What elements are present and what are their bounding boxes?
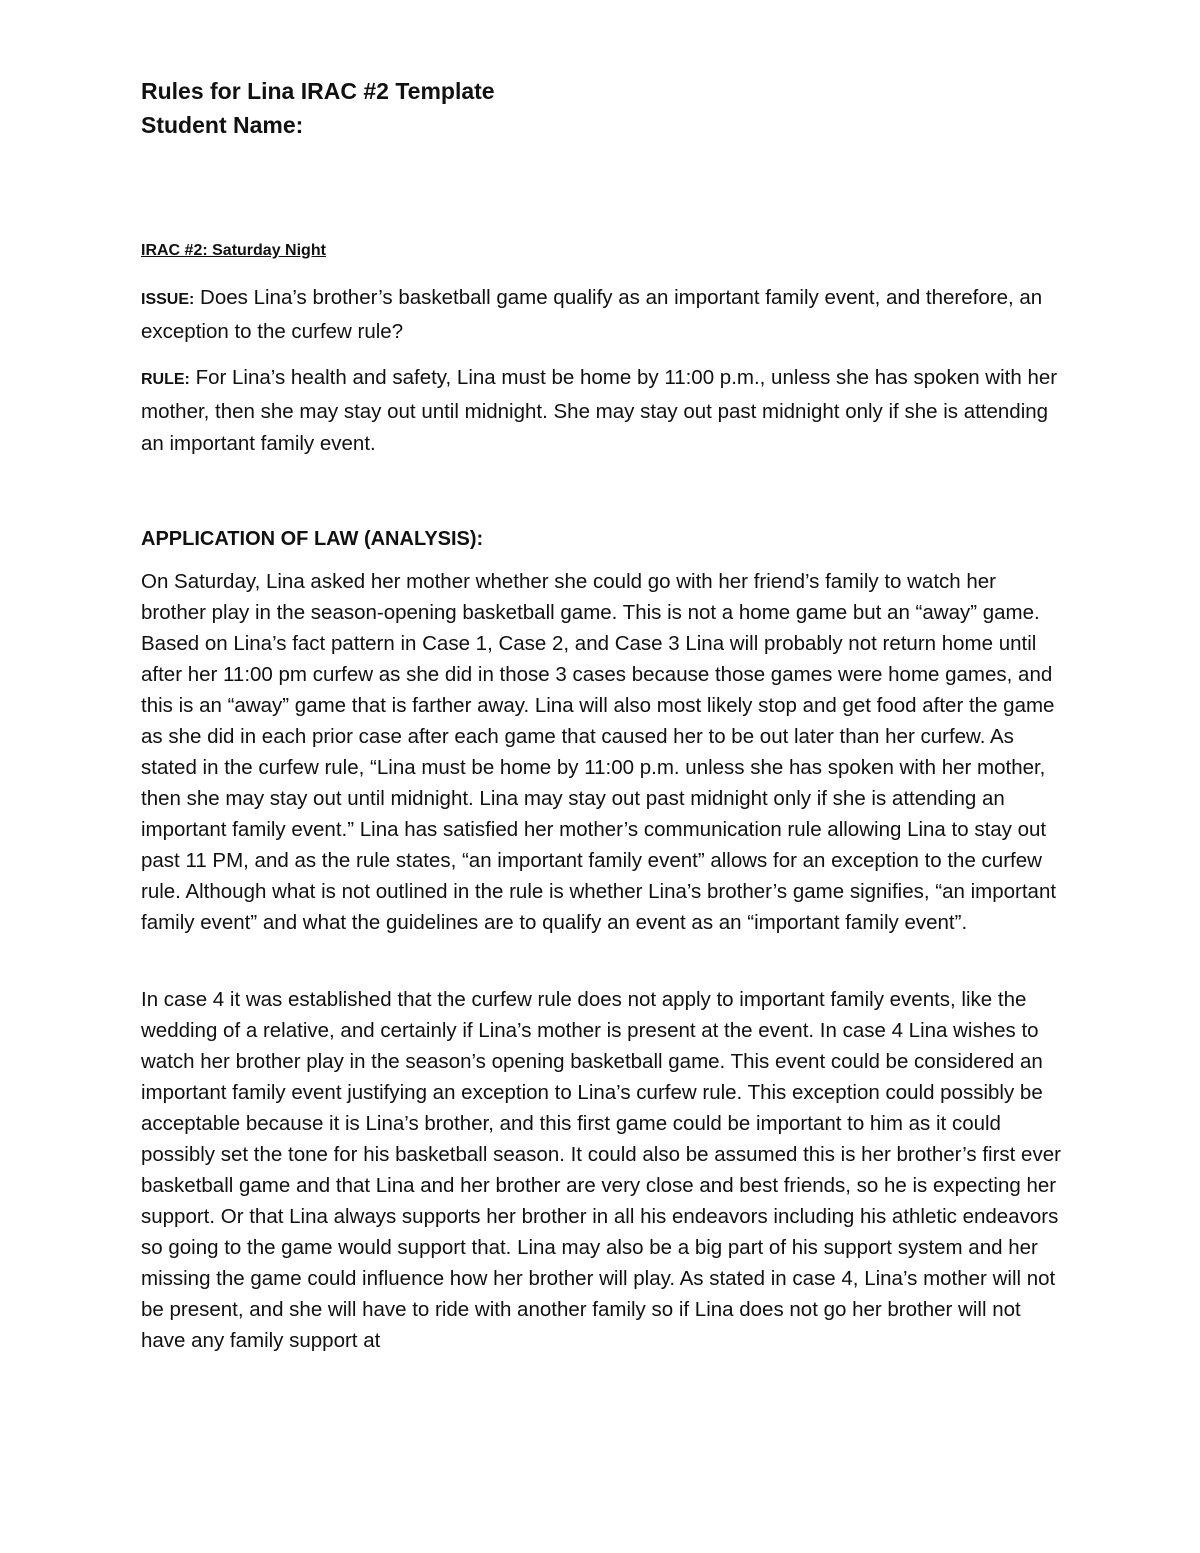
- section-heading: IRAC #2: Saturday Night: [141, 242, 326, 259]
- student-name-label: Student Name:: [141, 112, 304, 138]
- rule-text: For Lina’s health and safety, Lina must be home by 11:00 p.m., unless she has spoken with her mother, then she may stay out until midnight. She may stay out past midnight only if she is attending an important family event.: [141, 366, 1058, 455]
- document-content: [141, 76, 1066, 1356]
- issue-label: ISSUE:: [141, 291, 195, 308]
- issue-text: Does Lina’s brother’s basketball game qualify as an important family event, and therefore, an exception to the curfew rule?: [141, 286, 1043, 343]
- issue-paragraph: [141, 282, 1066, 348]
- rule-label: RULE:: [141, 371, 190, 388]
- application-paragraph-2: In case 4 it was established that the curfew rule does not apply to important family events, like the wedding of a relative, and certainly if Lina’s mother is present at the event. In case 4 Lina wishes to watch her brother play in the season’s opening basketball game. This event could be considered an important family event justifying an exception to Lina’s curfew rule. This exception could possibly be acceptable because it is Lina’s brother, and this first game could be important to him as it could possibly set the tone for his basketball season. It could also be assumed this is her brother’s first ever basketball game and that Lina and her brother are very close and best friends, so he is expecting her support. Or that Lina always supports her brother in all his endeavors including his athletic endeavors so going to the game would support that. Lina may also be a big part of his support system and her missing the game could influence how her brother will play. As stated in case 4, Lina’s mother will not be present, and she will have to ride with another family so if Lina does not go her brother will not have any family support at: [141, 988, 1061, 1352]
- application-paragraph-1: On Saturday, Lina asked her mother whether she could go with her friend’s family to watch her brother play in the season-opening basketball game. This is not a home game but an “away” game. Based on Lina’s fact pattern in Case 1, Case 2, and Case 3 Lina will probably not return home until after her 11:00 pm curfew as she did in those 3 cases because those games were home games, and this is an “away” game that is farther away. Lina will also most likely stop and get food after the game as she did in each prior case after each game that caused her to be out later than her curfew. As stated in the curfew rule, “Lina must be home by 11:00 p.m. unless she has spoken with her mother, then she may stay out until midnight. Lina may stay out past midnight only if she is attending an important family event.” Lina has satisfied her mother’s communication rule allowing Lina to stay out past 11 PM, and as the rule states, “an important family event” allows for an exception to the curfew rule. Although what is not outlined in the rule is whether Lina’s brother’s game signifies, “an important family event” and what the guidelines are to qualify an event as an “important family event”.: [141, 570, 1057, 934]
- rule-paragraph: [141, 362, 1066, 460]
- application-heading: APPLICATION OF LAW (ANALYSIS):: [141, 528, 484, 550]
- document-title: Rules for Lina IRAC #2 Template: [141, 78, 495, 104]
